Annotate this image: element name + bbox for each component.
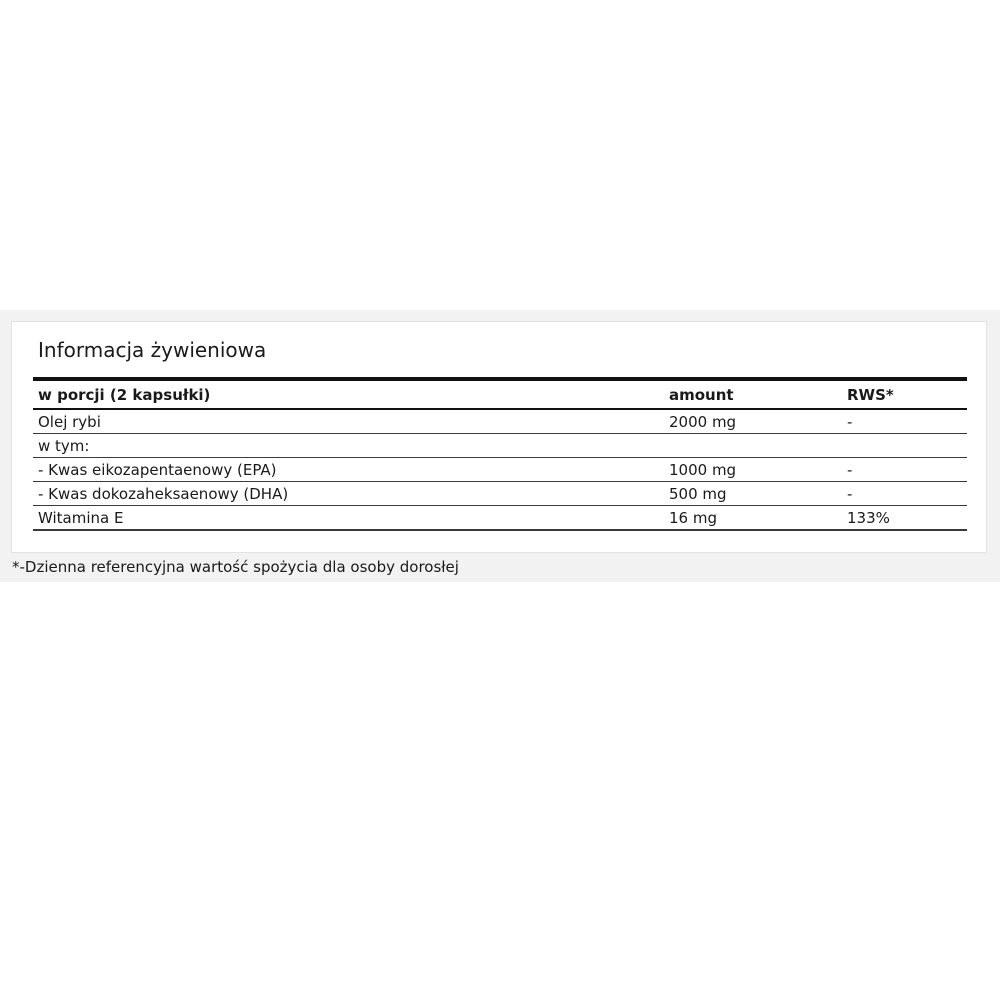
row-amount: 500 mg <box>669 485 727 503</box>
table-row <box>33 506 967 531</box>
row-amount: 2000 mg <box>669 413 737 431</box>
row-amount: 1000 mg <box>669 461 737 479</box>
nutrition-table <box>33 381 967 531</box>
footnote: *-Dzienna referencyjna wartość spożycia dla osoby dorosłej <box>12 558 459 576</box>
row-name: Witamina E <box>38 509 124 527</box>
table-row <box>33 482 967 506</box>
header-rws: RWS* <box>847 386 894 404</box>
row-rws: - <box>847 461 853 479</box>
table-row <box>33 458 967 482</box>
table-row <box>33 434 967 458</box>
header-serving: w porcji (2 kapsułki) <box>38 386 211 404</box>
row-rws: 133% <box>847 509 890 527</box>
table-row <box>33 410 967 434</box>
header-amount: amount <box>669 386 734 404</box>
row-rws: - <box>847 413 853 431</box>
row-name: w tym: <box>38 437 90 455</box>
row-amount: 16 mg <box>669 509 717 527</box>
row-name: Olej rybi <box>38 413 101 431</box>
row-rws: - <box>847 485 853 503</box>
nutrition-title: Informacja żywieniowa <box>38 338 267 362</box>
table-header-row <box>33 381 967 410</box>
row-name: - Kwas dokozaheksaenowy (DHA) <box>38 485 289 503</box>
row-name: - Kwas eikozapentaenowy (EPA) <box>38 461 277 479</box>
